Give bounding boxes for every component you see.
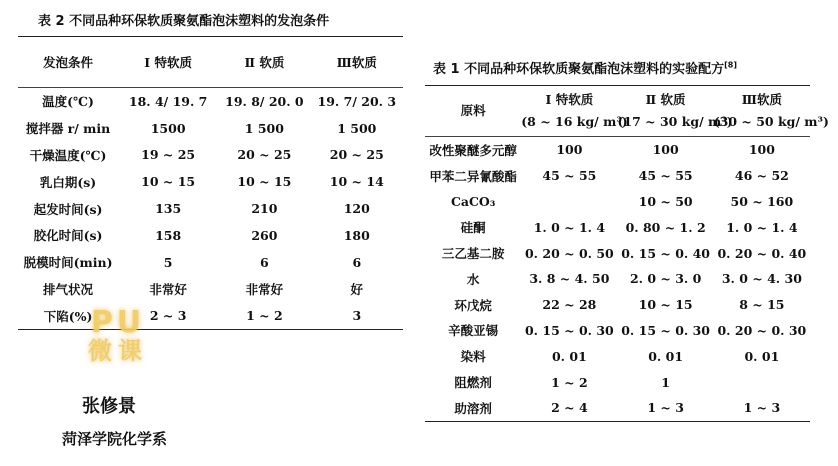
- table-1-grid: [425, 86, 829, 136]
- header-density-range: (17 ~ 30 kg/ m³): [617, 114, 733, 129]
- value-cell: 1 ~ 2: [551, 374, 588, 390]
- value-cell: 10 ~ 15: [141, 174, 196, 190]
- table-1-header-cell: 原料: [460, 103, 486, 118]
- value-cell: 1 ~ 3: [743, 400, 781, 416]
- table-2-header-cell: Ⅱ 软质: [244, 55, 285, 70]
- row-label-cell: 染料: [460, 349, 486, 365]
- value-cell: 非常好: [149, 281, 187, 297]
- author-name: 张修景: [82, 396, 136, 417]
- watermark-line-2: 微课: [88, 336, 148, 365]
- value-cell: 45 ~ 55: [638, 168, 693, 184]
- table-2-grid: [18, 37, 403, 87]
- table-1-header-row: [425, 86, 810, 136]
- value-cell: 3. 8 ~ 4. 50: [529, 271, 610, 287]
- value-cell: 45 ~ 55: [542, 168, 597, 184]
- table-row: [425, 240, 810, 266]
- table-row: [425, 214, 810, 240]
- value-cell: 1 500: [244, 120, 284, 136]
- value-cell: 10 ~ 50: [638, 193, 693, 209]
- value-cell: 8 ~ 15: [739, 297, 785, 313]
- table-1-caption: [425, 58, 810, 77]
- row-label-cell: 温度(℃): [42, 94, 94, 110]
- value-cell: 0. 20 ~ 0. 40: [717, 245, 807, 261]
- value-cell: 2. 0 ~ 3. 0: [629, 271, 702, 287]
- table-row: [18, 168, 403, 195]
- value-cell: 非常好: [245, 281, 284, 297]
- value-cell: 1500: [150, 120, 186, 136]
- value-cell: 158: [155, 227, 182, 243]
- row-label-cell: 助溶剂: [454, 400, 492, 416]
- table-1-header-cell: [617, 86, 733, 136]
- table-row: [425, 163, 810, 189]
- table-row: [425, 137, 810, 163]
- row-label-cell: 起发时间(s): [33, 201, 103, 217]
- table-1-header-cell: [713, 86, 829, 136]
- value-cell: 50 ~ 160: [730, 193, 794, 209]
- value-cell: 10 ~ 15: [638, 297, 693, 313]
- value-cell: 1: [661, 374, 670, 390]
- row-label-cell: 胶化时间(s): [33, 228, 103, 244]
- value-cell: 0. 01: [744, 348, 780, 364]
- header-name: Ⅰ 特软质: [545, 92, 594, 107]
- row-label-cell: 改性聚醚多元醇: [429, 142, 517, 158]
- value-cell: 6: [260, 254, 269, 270]
- value-cell: 2 ~ 3: [149, 308, 187, 324]
- value-cell: 10 ~ 15: [237, 174, 292, 190]
- table-2-header-cell: Ⅰ 特软质: [144, 55, 192, 70]
- value-cell: 2 ~ 4: [551, 400, 588, 416]
- value-cell: 20 ~ 25: [237, 147, 292, 163]
- value-cell: 260: [251, 227, 278, 243]
- table-1-caption-reference: [8]: [724, 60, 737, 70]
- table-row: [425, 292, 810, 318]
- row-label-cell: 甲苯二异氰酸酯: [429, 168, 517, 184]
- header-density-range: (30 ~ 50 kg/ m³): [713, 114, 829, 129]
- row-label-cell: 乳白期(s): [39, 174, 97, 190]
- row-label-cell: 脱模时间(min): [23, 255, 113, 271]
- value-cell: 46 ~ 52: [734, 168, 789, 184]
- author-affiliation: 菏泽学院化学系: [62, 430, 168, 448]
- row-label-cell: 三乙基二胺: [441, 246, 505, 262]
- value-cell: 1 ~ 2: [246, 308, 283, 324]
- table-1-header-cell: [521, 86, 628, 136]
- value-cell: 100: [652, 142, 679, 158]
- value-cell: 0. 01: [551, 348, 587, 364]
- table-row: [18, 302, 403, 329]
- value-cell: 19. 7/ 20. 3: [317, 93, 397, 109]
- row-label-cell: 排气状况: [43, 281, 94, 297]
- value-cell: 0. 15 ~ 0. 40: [621, 245, 711, 261]
- table-row: [425, 266, 810, 292]
- row-label-cell: CaCO₃: [450, 193, 496, 209]
- value-cell: 0. 20 ~ 0. 50: [524, 245, 614, 261]
- watermark-line-1: PU: [90, 305, 146, 340]
- value-cell: 5: [163, 254, 173, 270]
- table-2-header-row: [18, 37, 403, 87]
- table-2-body: [18, 88, 403, 329]
- row-label-cell: 辛酸亚锡: [448, 323, 499, 339]
- value-cell: 18. 4/ 19. 7: [128, 93, 208, 109]
- table-2: [18, 10, 403, 330]
- table-row: [425, 395, 810, 421]
- value-cell: 100: [556, 142, 583, 158]
- row-label-cell: 阻燃剂: [454, 375, 492, 391]
- value-cell: 180: [343, 227, 370, 243]
- value-cell: 20 ~ 25: [329, 147, 384, 163]
- table-2-caption: 表 2 不同品种环保软质聚氨酯泡沫塑料的发泡条件: [38, 14, 330, 29]
- table-row: [18, 276, 403, 303]
- value-cell: [714, 369, 810, 395]
- value-cell: 22 ~ 28: [542, 297, 597, 313]
- row-label-cell: 硅酮: [460, 220, 486, 236]
- row-label-cell: 搅拌器 r/ min: [25, 121, 111, 137]
- value-cell: 10 ~ 14: [329, 174, 384, 190]
- row-label-cell: 环戊烷: [454, 297, 492, 313]
- table-row: [18, 195, 403, 222]
- table-1-body: [425, 137, 810, 421]
- table-row: [18, 142, 403, 169]
- header-name: Ⅲ软质: [741, 92, 782, 107]
- row-label-cell: 水: [466, 271, 480, 287]
- value-cell: 3. 0 ~ 4. 30: [721, 271, 802, 287]
- value-cell: 6: [352, 254, 362, 270]
- header-name: Ⅱ 软质: [645, 92, 686, 107]
- value-cell: 1. 0 ~ 1. 4: [726, 219, 798, 235]
- value-cell: 1 500: [337, 120, 377, 136]
- table-row: [18, 249, 403, 276]
- table-row: [425, 318, 810, 344]
- row-label-cell: 干燥温度(℃): [29, 147, 107, 163]
- value-cell: 1 ~ 3: [647, 400, 684, 416]
- value-cell: 3: [352, 308, 362, 324]
- value-cell: 1. 0 ~ 1. 4: [533, 219, 606, 235]
- value-cell: 19. 8/ 20. 0: [225, 93, 304, 109]
- value-cell: 0. 15 ~ 0. 30: [524, 322, 614, 338]
- table-2-header-cell: Ⅲ软质: [336, 55, 377, 70]
- value-cell: [521, 189, 617, 215]
- table-1-caption-text: 表 1 不同品种环保软质聚氨酯泡沫塑料的实验配方: [433, 62, 725, 77]
- header-density-range: (8 ~ 16 kg/ m³): [521, 114, 628, 129]
- table-row: [18, 88, 403, 115]
- row-label-cell: 下陷(%): [43, 308, 93, 324]
- table-row: [18, 115, 403, 142]
- table-row: [425, 343, 810, 369]
- value-cell: 210: [251, 201, 278, 217]
- table-row: [425, 369, 810, 395]
- value-cell: 0. 20 ~ 0. 30: [717, 322, 807, 338]
- table-2-header-cell: 发泡条件: [43, 55, 94, 70]
- value-cell: 135: [155, 201, 182, 217]
- value-cell: 120: [343, 201, 370, 217]
- value-cell: 100: [748, 142, 775, 158]
- pu-weike-watermark: [78, 307, 158, 364]
- value-cell: 好: [350, 281, 364, 297]
- table-2-bottom-rule: [18, 329, 403, 330]
- value-cell: 19 ~ 25: [141, 147, 196, 163]
- value-cell: 0. 15 ~ 0. 30: [621, 322, 711, 338]
- value-cell: 0. 01: [648, 348, 684, 364]
- table-1-bottom-rule: [425, 421, 810, 422]
- value-cell: 0. 80 ~ 1. 2: [625, 219, 706, 235]
- table-row: [18, 222, 403, 249]
- table-row: [425, 189, 810, 215]
- table-1: [425, 58, 829, 422]
